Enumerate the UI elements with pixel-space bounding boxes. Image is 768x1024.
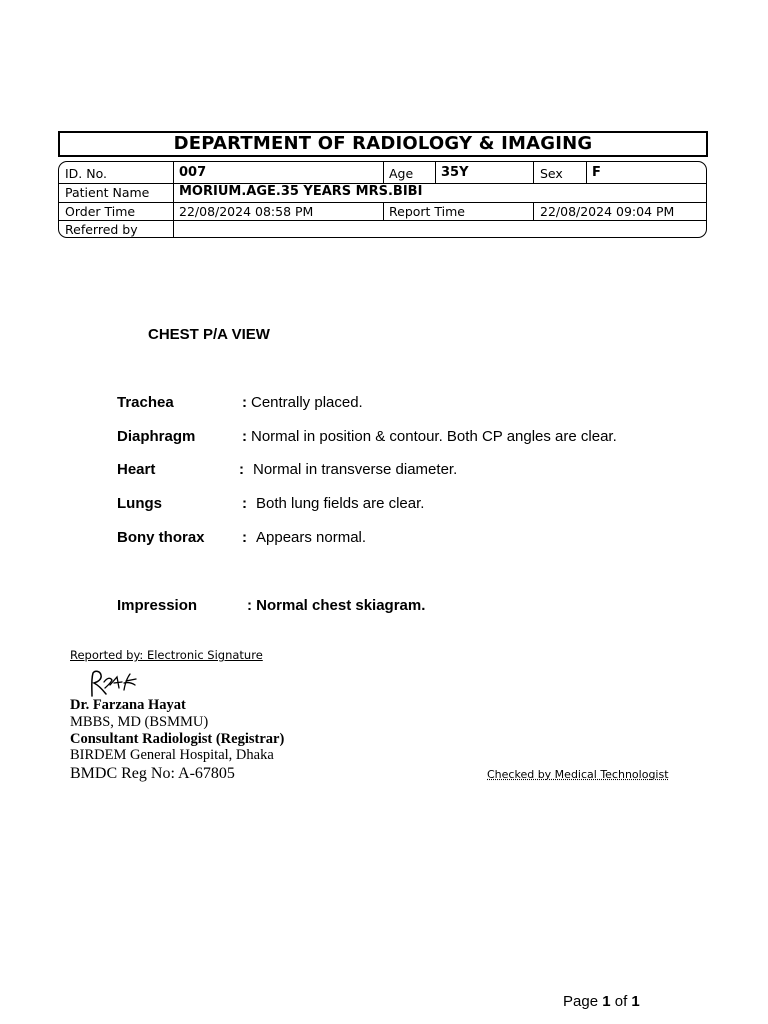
finding-separator: : [242, 529, 247, 546]
table-divider [383, 202, 384, 220]
finding-label-bony-thorax: Bony thorax [117, 529, 205, 546]
page-number [563, 993, 640, 1010]
finding-separator: : [242, 495, 247, 512]
finding-label-lungs: Lungs [117, 495, 162, 512]
report-time-value: 22/08/2024 09:04 PM [540, 204, 675, 219]
report-time-label: Report Time [389, 204, 466, 219]
age-label: Age [389, 166, 414, 181]
impression-value: : Normal chest skiagram. [247, 597, 426, 614]
finding-separator: : [242, 428, 247, 445]
reported-by: Reported by: Electronic Signature [70, 648, 263, 662]
sex-value: F [592, 165, 601, 180]
finding-separator: : [242, 394, 247, 411]
page-of: of [614, 993, 628, 1010]
page-current: 1 [602, 993, 611, 1010]
table-divider [383, 162, 384, 183]
table-divider [586, 162, 587, 183]
referred-by-label: Referred by [65, 222, 138, 237]
doctor-degrees: MBBS, MD (BSMMU) [70, 714, 209, 730]
patient-name-value: MORIUM.AGE.35 YEARS MRS.BIBI [179, 184, 423, 199]
hospital-name: BIRDEM General Hospital, Dhaka [70, 747, 274, 763]
table-divider [533, 162, 534, 183]
handwritten-signature [88, 668, 140, 700]
finding-label-heart: Heart [117, 461, 156, 478]
table-divider [59, 220, 706, 221]
page-total: 1 [631, 993, 640, 1010]
finding-label-diaphragm: Diaphragm [117, 428, 196, 445]
finding-value-trachea: Centrally placed. [251, 394, 363, 411]
finding-separator: : [239, 461, 244, 478]
impression-label: Impression [117, 597, 198, 614]
finding-value-heart: Normal in transverse diameter. [253, 461, 458, 478]
id-value: 007 [179, 165, 207, 180]
finding-value-bony-thorax: Appears normal. [256, 529, 367, 546]
table-divider [435, 162, 436, 183]
patient-name-label: Patient Name [65, 185, 150, 200]
age-value: 35Y [441, 165, 469, 180]
page-word: Page [563, 993, 599, 1010]
checked-by: Checked by Medical Technologist [487, 768, 669, 781]
sex-label: Sex [540, 166, 563, 181]
finding-value-diaphragm: Normal in position & contour. Both CP angles are clear. [251, 428, 617, 445]
table-divider [533, 202, 534, 220]
id-label: ID. No. [65, 166, 108, 181]
order-time-label: Order Time [65, 204, 136, 219]
table-divider [173, 162, 174, 237]
department-header: DEPARTMENT OF RADIOLOGY & IMAGING [58, 131, 708, 157]
finding-label-trachea: Trachea [117, 394, 174, 411]
exam-title: CHEST P/A VIEW [148, 326, 270, 343]
doctor-title: Consultant Radiologist (Registrar) [70, 731, 285, 747]
bmdc-reg: BMDC Reg No: A-67805 [70, 765, 235, 782]
order-time-value: 22/08/2024 08:58 PM [179, 204, 314, 219]
finding-value-lungs: Both lung fields are clear. [256, 495, 425, 512]
patient-info-table [58, 161, 707, 238]
doctor-name: Dr. Farzana Hayat [70, 697, 186, 713]
